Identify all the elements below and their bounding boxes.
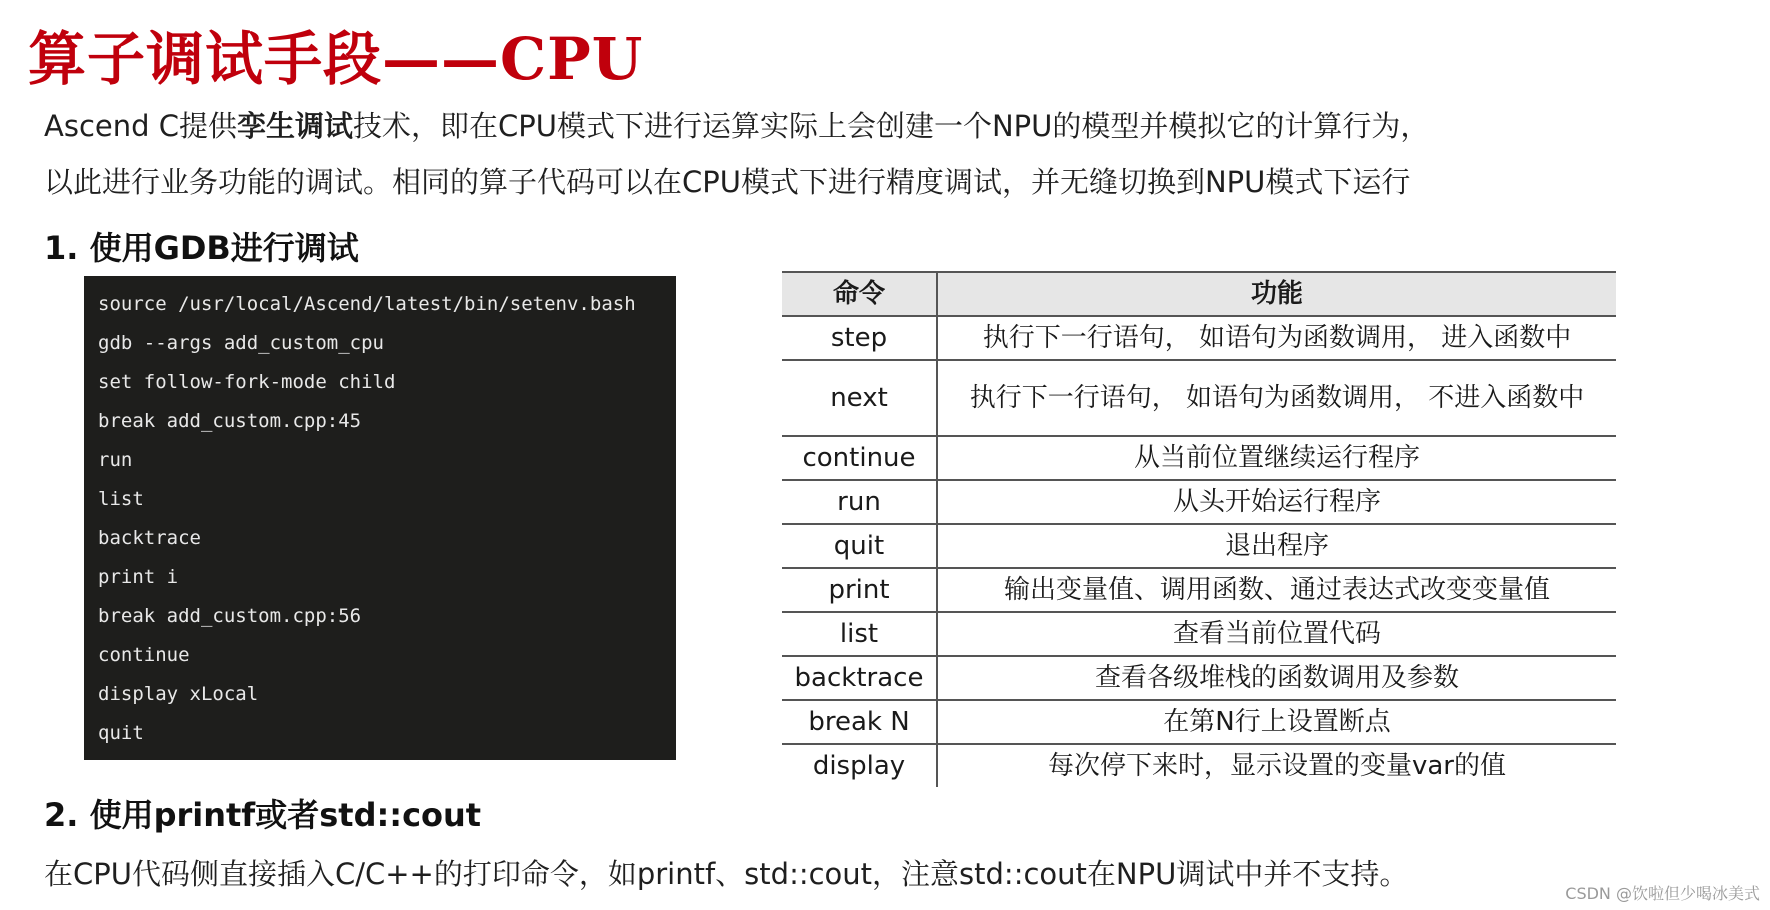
command-cell: backtrace xyxy=(782,656,937,700)
command-cell: step xyxy=(782,316,937,360)
code-line: break add_custom.cpp:45 xyxy=(98,410,362,432)
function-cell: 执行下一行语句， 如语句为函数调用， 不进入函数中 xyxy=(937,360,1616,436)
section-heading-printf: 2. 使用printf或者std::cout xyxy=(44,796,482,834)
watermark: CSDN @饮啦但少喝冰美式 xyxy=(1565,884,1760,903)
code-block xyxy=(84,276,676,760)
table-row xyxy=(782,316,1616,360)
code-line: display xLocal xyxy=(98,683,259,705)
intro-line-2: 以此进行业务功能的调试。相同的算子代码可以在CPU模式下进行精度调试，并无缝切换到NPU模式下运行 xyxy=(44,165,1411,199)
command-cell: print xyxy=(782,568,937,612)
code-line: continue xyxy=(98,644,190,666)
code-line: run xyxy=(98,449,133,471)
table-row xyxy=(782,568,1616,612)
column-header-command: 命令 xyxy=(782,272,937,316)
table-header-row xyxy=(782,272,1616,316)
command-cell: continue xyxy=(782,436,937,480)
function-cell: 在第N行上设置断点 xyxy=(937,700,1616,744)
intro-line-1-bold: 孪生调试 xyxy=(237,109,354,143)
function-cell: 执行下一行语句， 如语句为函数调用， 进入函数中 xyxy=(937,316,1616,360)
function-cell: 从当前位置继续运行程序 xyxy=(937,436,1616,480)
section-heading-gdb: 1. 使用GDB进行调试 xyxy=(44,229,359,267)
command-table xyxy=(782,271,1616,787)
code-line: list xyxy=(98,488,144,510)
command-cell: quit xyxy=(782,524,937,568)
code-line: backtrace xyxy=(98,527,201,549)
page-title: 算子调试手段——CPU xyxy=(28,25,644,93)
table-row xyxy=(782,744,1616,787)
function-cell: 退出程序 xyxy=(937,524,1616,568)
command-cell: run xyxy=(782,480,937,524)
code-line: gdb --args add_custom_cpu xyxy=(98,332,384,354)
intro-line-1-post: 技术，即在CPU模式下进行运算实际上会创建一个NPU的模型并模拟它的计算行为， xyxy=(353,109,1430,143)
command-cell: list xyxy=(782,612,937,656)
table-row xyxy=(782,524,1616,568)
table-row xyxy=(782,656,1616,700)
command-cell: next xyxy=(782,360,937,436)
table-row xyxy=(782,436,1616,480)
function-cell: 查看各级堆栈的函数调用及参数 xyxy=(937,656,1616,700)
command-cell: display xyxy=(782,744,937,787)
code-line: break add_custom.cpp:56 xyxy=(98,605,362,627)
table-row xyxy=(782,700,1616,744)
code-line: quit xyxy=(98,722,144,744)
function-cell: 查看当前位置代码 xyxy=(937,612,1616,656)
code-line: source /usr/local/Ascend/latest/bin/setenv.bash xyxy=(98,293,636,315)
function-cell: 输出变量值、调用函数、通过表达式改变变量值 xyxy=(937,568,1616,612)
function-cell: 每次停下来时，显示设置的变量var的值 xyxy=(1047,751,1506,781)
code-line: set follow-fork-mode child xyxy=(98,371,396,393)
table-row xyxy=(782,360,1616,436)
code-line: print i xyxy=(98,566,179,588)
command-cell: break N xyxy=(782,700,937,744)
table-row xyxy=(782,480,1616,524)
function-cell: 从头开始运行程序 xyxy=(937,480,1616,524)
printf-description: 在CPU代码侧直接插入C/C++的打印命令，如printf、std::cout，注意std::cout在NPU调试中并不支持。 xyxy=(44,857,1409,891)
intro-line-1 xyxy=(44,104,1429,145)
column-header-function: 功能 xyxy=(937,272,1616,316)
table-row xyxy=(782,612,1616,656)
intro-line-1-pre: Ascend C提供 xyxy=(44,109,237,143)
